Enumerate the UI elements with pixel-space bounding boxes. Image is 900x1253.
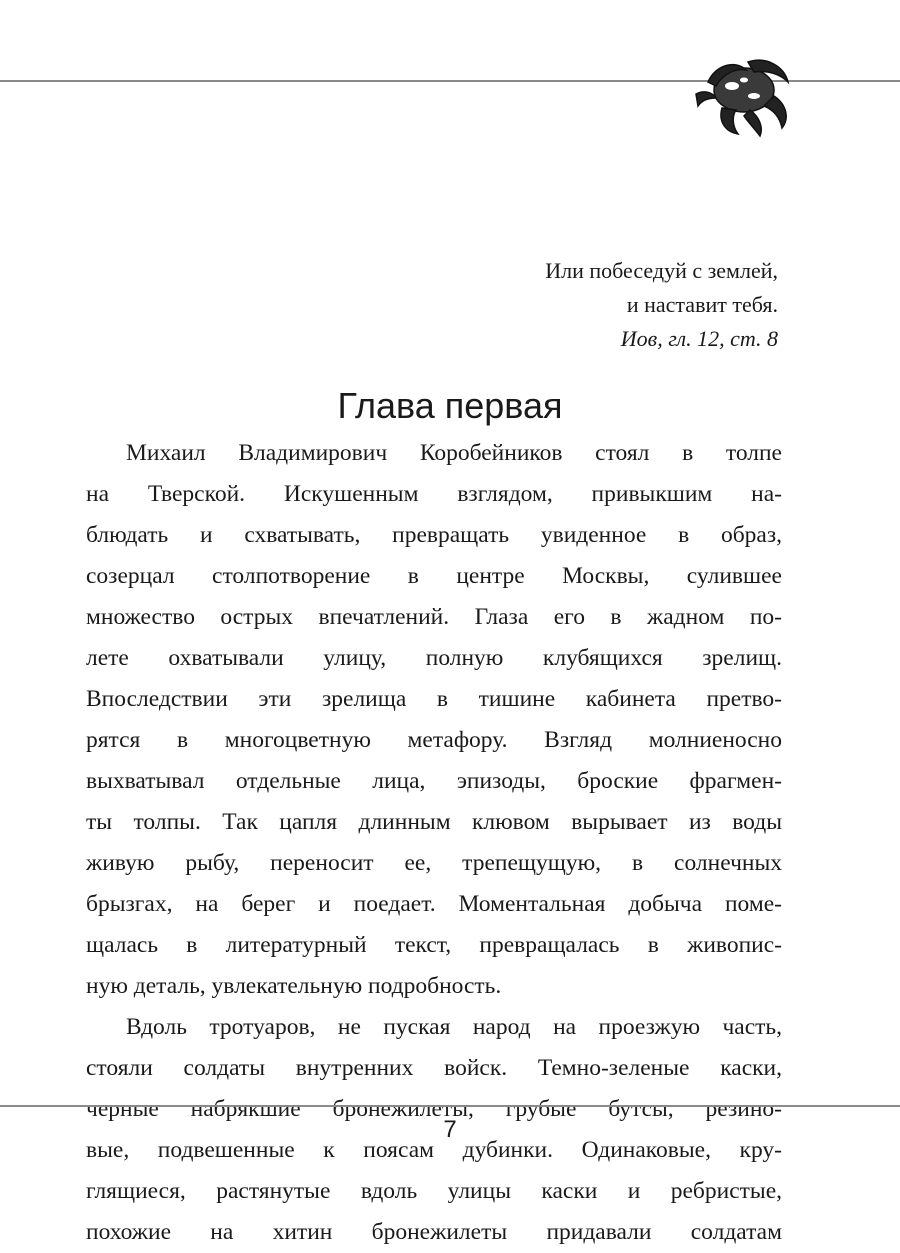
chapter-title: Глава первая xyxy=(337,385,563,426)
text-line: глящиеся, растянутые вдоль улицы каски и ребристые, xyxy=(86,1178,782,1204)
text-line: лете охватывали улицу, полную клубящихся зрелищ. xyxy=(86,645,782,671)
text-line: похожие на хитин бронежилеты придавали солдатам xyxy=(86,1219,782,1245)
text-line: на Тверской. Искушенным взглядом, привыкшим на- xyxy=(86,481,782,507)
text-line: созерцал столпотворение в центре Москвы, сулившее xyxy=(86,563,782,589)
ornament-icon xyxy=(688,52,800,138)
epigraph-line: и наставит тебя. xyxy=(626,292,778,317)
text-line: ты толпы. Так цапля длинным клювом вырывает из воды xyxy=(86,809,782,835)
footer-rule xyxy=(0,1105,900,1107)
text-line: рятся в многоцветную метафору. Взгляд молниеносно xyxy=(86,727,782,753)
text-line: вые, подвешенные к поясам дубинки. Одинаковые, кру- xyxy=(86,1137,782,1163)
text-line: Михаил Владимирович Коробейников стоял в толпе xyxy=(126,440,782,466)
text-line: брызгах, на берег и поедает. Моментальная добыча поме- xyxy=(86,891,782,917)
text-line: черные набрякшие бронежилеты, грубые бутсы, резино- xyxy=(86,1096,782,1122)
text-line: блюдать и схватывать, превращать увиденное в образ, xyxy=(86,522,782,548)
page-number: 7 xyxy=(443,1116,457,1143)
text-line: множество острых впечатлений. Глаза его в жадном по- xyxy=(86,604,782,630)
text-line: стояли солдаты внутренних войск. Темно-зеленые каски, xyxy=(86,1055,782,1081)
epigraph-source: Иов, гл. 12, ст. 8 xyxy=(620,326,778,351)
text-line: Вдоль тротуаров, не пуская народ на проезжую часть, xyxy=(126,1014,782,1040)
text-line: живую рыбу, переносит ее, трепещущую, в солнечных xyxy=(86,850,782,876)
text-line: щалась в литературный текст, превращалась в живопис- xyxy=(86,932,782,958)
text-line: выхватывал отдельные лица, эпизоды, броские фрагмен- xyxy=(86,768,782,794)
text-line: ную деталь, увлекательную подробность. xyxy=(86,973,502,999)
epigraph xyxy=(545,254,778,356)
epigraph-line: Или побеседуй с землей, xyxy=(545,258,778,283)
paragraph xyxy=(86,433,782,1007)
text-line: Впоследствии эти зрелища в тишине кабинета претво- xyxy=(86,686,782,712)
